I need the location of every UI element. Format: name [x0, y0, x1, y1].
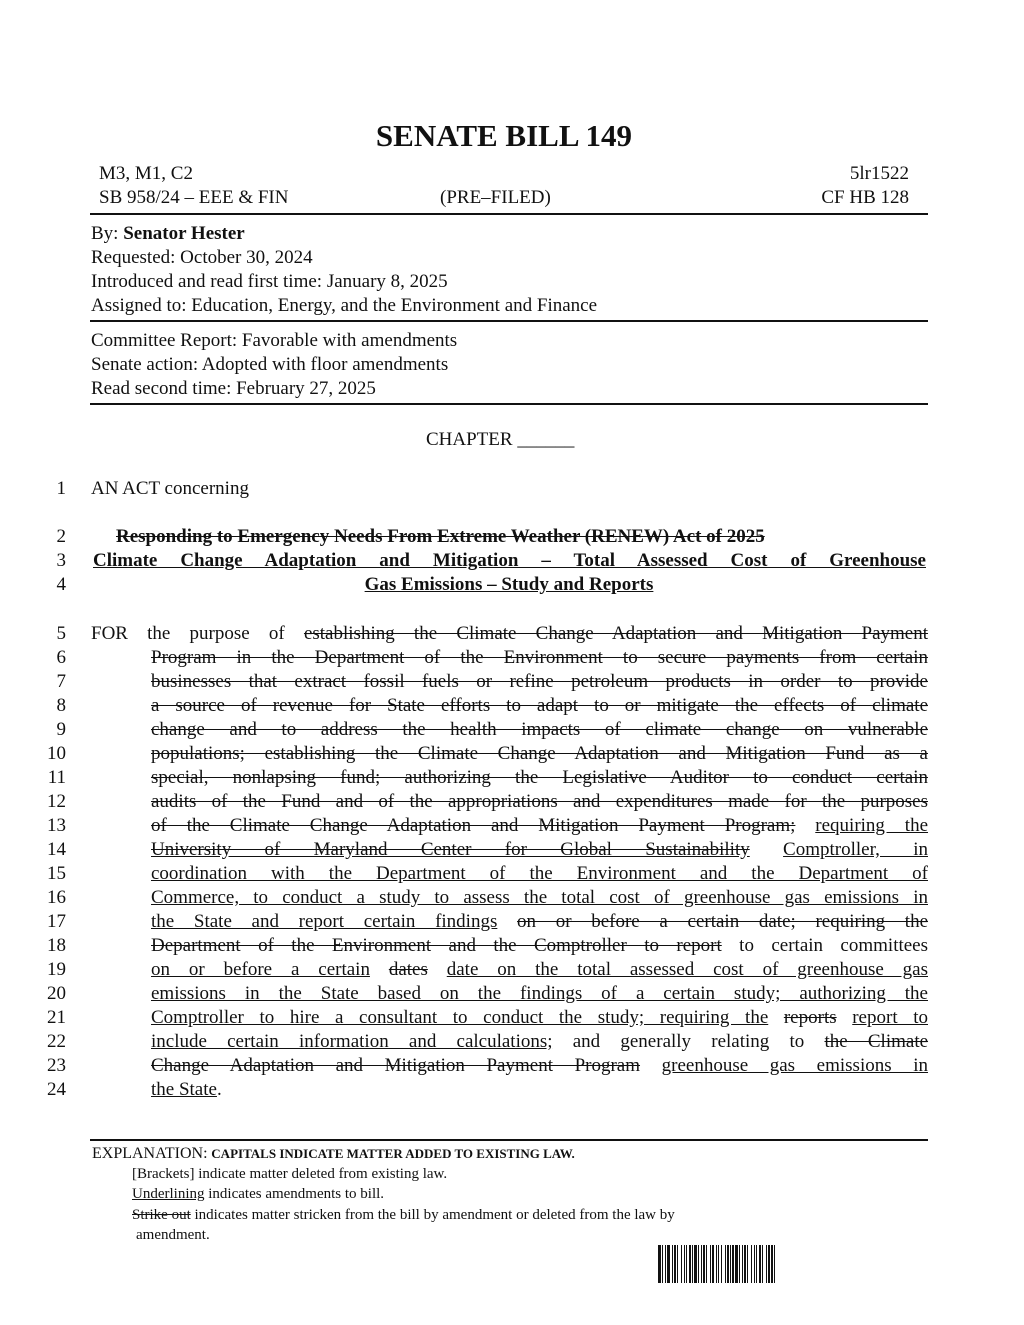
- bill-title: SENATE BILL 149: [375, 118, 633, 153]
- chapter-label: CHAPTER ______: [426, 429, 575, 450]
- struck-text: Change Adaptation and Mitigation Payment Program: [151, 1055, 641, 1076]
- line-number: 16: [47, 887, 66, 908]
- introduced-date: Introduced and read first time: January 8, 2025: [91, 271, 448, 292]
- explanation-label: EXPLANATION:: [92, 1145, 208, 1162]
- by-label: By:: [91, 223, 119, 244]
- plain-text: and generally relating to: [572, 1031, 805, 1052]
- inserted-text: date on the total assessed cost of greenhouse gas: [446, 959, 928, 980]
- brackets-note: indicate matter deleted from existing law.: [198, 1166, 448, 1182]
- inserted-text: Comptroller to hire a consultant to conduct the study; requiring the: [151, 1007, 769, 1028]
- capitals-note: CAPITALS INDICATE MATTER ADDED TO EXISTING LAW.: [211, 1146, 575, 1161]
- sponsor-line: [91, 223, 245, 245]
- struck-text: the Climate: [824, 1031, 929, 1052]
- inserted-text: the State: [151, 1079, 217, 1100]
- purpose-line-8: a source of revenue for State efforts to adapt to or mitigate the effects of climate: [151, 695, 928, 716]
- plain-text: .: [216, 1079, 222, 1100]
- strikeout-example: Strike out: [132, 1207, 191, 1223]
- purpose-line-9: change and to address the health impacts of climate change on vulnerable: [151, 719, 928, 740]
- explanation-line-5: amendment.: [136, 1227, 210, 1243]
- line-number: 8: [56, 695, 66, 716]
- barcode: [658, 1245, 904, 1283]
- purpose-line-22: [151, 1031, 928, 1053]
- line-number: 10: [47, 743, 66, 764]
- requested-date: Requested: October 30, 2024: [91, 247, 313, 268]
- line-number: 21: [47, 1007, 66, 1028]
- explanation-rule: [90, 1139, 928, 1141]
- purpose-line-23: [151, 1055, 928, 1077]
- explanation-line-2: [132, 1166, 447, 1183]
- purpose-line-13: [151, 815, 928, 837]
- line-number: 22: [47, 1031, 66, 1052]
- committee-rule: [90, 403, 928, 405]
- line-number: 12: [47, 791, 66, 812]
- inserted-text: include certain information and calculations;: [151, 1031, 553, 1052]
- explanation-line-4: [132, 1207, 675, 1224]
- line-number: 3: [56, 550, 66, 571]
- purpose-line-7: businesses that extract fossil fuels or refine petroleum products in order to provide: [151, 671, 928, 692]
- purpose-line-14: [151, 839, 928, 861]
- line-number: 24: [47, 1079, 66, 1100]
- line-number: 23: [47, 1055, 66, 1076]
- struck-text: reports: [783, 1007, 837, 1028]
- purpose-line-11: special, nonlapsing fund; authorizing the Legislative Auditor to conduct certain: [151, 767, 928, 788]
- purpose-line-5: [91, 623, 928, 645]
- line-number: 15: [47, 863, 66, 884]
- inserted-text: report to: [852, 1007, 928, 1028]
- line-number: 4: [56, 574, 66, 595]
- purpose-line-10: populations; establishing the Climate Change Adaptation and Mitigation Fund as a: [151, 743, 928, 764]
- line-number: 1: [56, 478, 66, 499]
- sponsor-rule: [90, 320, 928, 322]
- purpose-line-24: [151, 1079, 222, 1101]
- barcode-bar: [775, 1245, 778, 1283]
- struck-text: dates: [388, 959, 428, 980]
- senate-action: Senate action: Adopted with floor amendments: [91, 354, 449, 375]
- line-number: 17: [47, 911, 66, 932]
- line-number: 11: [47, 767, 66, 788]
- line-number: 20: [47, 983, 66, 1004]
- purpose-line-18: [151, 935, 928, 957]
- cross-file: CF HB 128: [821, 187, 909, 208]
- header-rule: [90, 213, 928, 215]
- explanation-line-1: [92, 1145, 575, 1163]
- purpose-line-6: Program in the Department of the Environment to secure payments from certain: [151, 647, 928, 668]
- line-number: 18: [47, 935, 66, 956]
- line-number: 7: [56, 671, 66, 692]
- line-number: 13: [47, 815, 66, 836]
- struck-text: Department of the Environment and the Comptroller to report: [151, 935, 722, 956]
- strikeout-note: indicates matter stricken from the bill by amendment or deleted from the law by: [194, 1207, 675, 1223]
- original-short-title: Responding to Emergency Needs From Extreme Weather (RENEW) Act of 2025: [116, 526, 765, 547]
- brackets-example: [Brackets]: [132, 1166, 195, 1182]
- line-number: 19: [47, 959, 66, 980]
- line-number: 14: [47, 839, 66, 860]
- line-number: 9: [56, 719, 66, 740]
- struck-text: of the Climate Change Adaptation and Mitigation Payment Program;: [151, 815, 796, 836]
- purpose-lead: FOR the purpose of: [91, 623, 285, 644]
- plain-text: to certain committees: [739, 935, 929, 956]
- line-number: 5: [56, 623, 66, 644]
- underlining-example: Underlining: [132, 1186, 205, 1202]
- inserted-text: on or before a certain: [151, 959, 370, 980]
- purpose-line-17: [151, 911, 928, 933]
- struck-text: establishing the Climate Change Adaptation and Mitigation Payment: [303, 623, 929, 644]
- act-concerning: AN ACT concerning: [91, 478, 249, 499]
- struck-text: on or before a certain date; requiring the: [517, 911, 929, 932]
- explanation-line-3: [132, 1186, 384, 1203]
- inserted-text: greenhouse gas emissions in: [661, 1055, 929, 1076]
- purpose-line-15: coordination with the Department of the Environment and the Department of: [151, 863, 928, 884]
- inserted-text: Comptroller, in: [783, 839, 928, 860]
- amended-title-line-2: Gas Emissions – Study and Reports: [364, 574, 654, 595]
- amended-title-line-1: Climate Change Adaptation and Mitigation – Total Assessed Cost of Greenhouse: [93, 550, 926, 571]
- assigned-committee: Assigned to: Education, Energy, and the Environment and Finance: [91, 295, 598, 316]
- line-number: 6: [56, 647, 66, 668]
- inserted-text: the State and report certain findings: [151, 911, 498, 932]
- purpose-line-19: [151, 959, 928, 981]
- prior-bill: SB 958/24 – EEE & FIN: [99, 187, 289, 208]
- sponsor-name: Senator Hester: [123, 223, 245, 244]
- purpose-line-21: [151, 1007, 928, 1029]
- file-number: 5lr1522: [849, 163, 909, 184]
- prefiled-label: (PRE–FILED): [440, 187, 551, 208]
- underlining-note: indicates amendments to bill.: [208, 1186, 385, 1202]
- struck-inserted-text: University of Maryland Center for Global Sustainability: [151, 839, 750, 860]
- purpose-line-20: emissions in the State based on the findings of a certain study; authorizing the: [151, 983, 928, 1004]
- committee-report: Committee Report: Favorable with amendments: [91, 330, 458, 351]
- line-number: 2: [56, 526, 66, 547]
- subject-codes: M3, M1, C2: [99, 163, 193, 184]
- purpose-line-12: audits of the Fund and of the appropriations and expenditures made for the purposes: [151, 791, 928, 812]
- second-reading: Read second time: February 27, 2025: [91, 378, 376, 399]
- purpose-line-16: Commerce, to conduct a study to assess the total cost of greenhouse gas emissions in: [151, 887, 928, 908]
- inserted-text: requiring the: [815, 815, 929, 836]
